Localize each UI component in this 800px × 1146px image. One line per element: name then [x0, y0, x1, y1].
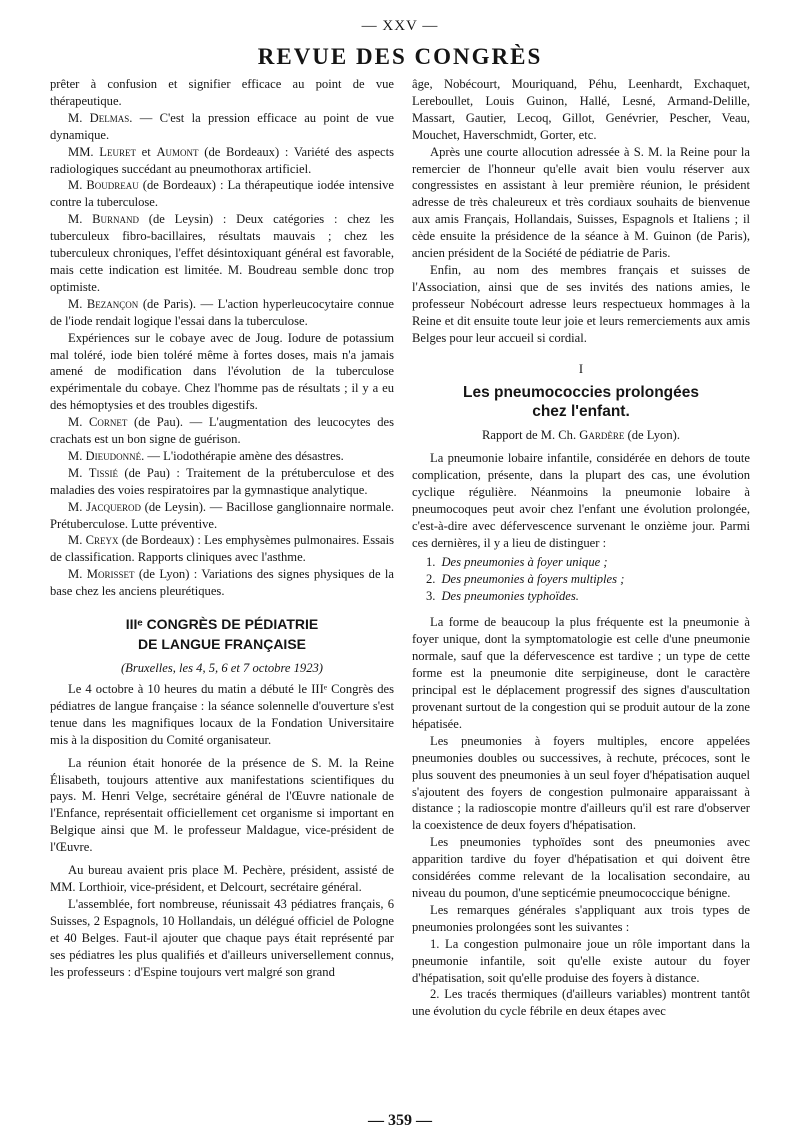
author-name: Jacquerod: [86, 499, 141, 514]
pneumonia-types-list: [426, 554, 750, 605]
paragraph: MM. Leuret et Aumont (de Bordeaux) : Variété des aspects radiologiques succédant au pneumothorax artificiel.: [50, 144, 395, 176]
paragraph: M. Delmas. — C'est la pression efficace au point de vue dynamique.: [50, 110, 394, 142]
paragraph: M. Jacquerod (de Leysin). — Bacillose ganglionnaire normale. Prétuberculose. Lutte préventive.: [50, 499, 394, 531]
page-number: — 359 —: [368, 1112, 432, 1129]
paragraph: M. Tissié (de Pau) : Traitement de la prétuberculose et des maladies des voies respiratoires par la gymnastique analytique.: [50, 465, 394, 497]
author-name: Cornet: [89, 415, 128, 430]
paragraph: âge, Nobécourt, Mouriquand, Péhu, Leenhardt, Exchaquet, Lereboullet, Louis Guinon, Hallé, Lesné, Armand-Delille, Massart, Gautier, Lecoq, Gillot, Genévrier, Pescher, Veau, Mouchet, Haverschmidt, Gorter, etc.: [412, 77, 750, 142]
page-roman-numeral: — XXV —: [361, 18, 439, 34]
paragraph: Expériences sur le cobaye avec de Joug. Iodure de potassium mal toléré, iode bien toléré même à fortes doses, mais n'a jamais amené de modification dans l'évolution de la tuberculose expérimentale du cobaye. Chez l'homme pas de résultats ; il y a eu des hémoptysies et des troubles digestifs.: [50, 330, 394, 413]
article-title: Les pneumococcies prolongées chez l'enfant.: [462, 384, 699, 421]
paragraph: M. Burnand (de Leysin) : Deux catégories : chez les tuberculeux fibro-bacillaires, résultats mauvais ; chez les tuberculeux chroniques, l'effet désintoxiquant général est favorable, mais cette indication est limitée. M. Boudreau semble donc trop optimiste.: [50, 212, 395, 294]
paragraph: Au bureau avaient pris place M. Pechère, président, assisté de MM. Lorthioir, vice-président, et Delcourt, secrétaire général.: [50, 863, 394, 894]
paragraph: M. Morisset (de Lyon) : Variations des signes physiques de la base chez les anciens pleurétiques.: [50, 567, 395, 599]
right-column: [412, 76, 750, 1020]
paragraph: Après une courte allocution adressée à S. M. la Reine pour la remercier de l'honneur qu'elle avait bien voulu réserver aux congressistes en assistant à leur première réunion, le président adresse de très chaleureux et très cordiaux souhaits de bienvenue aux amis Français, Hollandais, Suisses, Espagnols et Italiens ; il cède ensuite la présidence de la séance à M. Guinon (de Paris), ancien président de la Société de pédiatrie de Paris.: [412, 144, 750, 261]
paragraph: M. Creyx (de Bordeaux) : Les emphysèmes pulmonaires. Essais de classification. Rapports cliniques avec l'asthme.: [50, 533, 394, 565]
author-name: Delmas: [89, 110, 130, 125]
list-item: 1. Des pneumonies à foyer unique ;: [426, 554, 608, 569]
paragraph: M. Dieudonné. — L'iodothérapie amène des désastres.: [68, 448, 344, 463]
paragraph: La pneumonie lobaire infantile, considérée en dehors de toute complication, présente, dans la plupart des cas, une évolution cyclique régulière. Néanmoins la pneumonie lobaire à pneumocoques peut avoir chez l'enfant une évolution prolongée, c'est-à-dire avec défervescence survenant le onzième jour. Parmi ces dernières, il y a lieu de distinguer :: [412, 451, 750, 550]
author-name: Boudreau: [86, 178, 139, 193]
paragraph: M. Boudreau (de Bordeaux) : La thérapeutique iodée intensive contre la tuberculose.: [50, 178, 394, 210]
section-heading: IIIᵉ CONGRÈS DE PÉDIATRIE DE LANGUE FRANÇAISE: [125, 616, 319, 653]
list-item: 2. Des pneumonies à foyers multiples ;: [426, 571, 625, 586]
paragraph: 2. Les tracés thermiques (d'ailleurs variables) montrent tantôt une évolution du cycle fébrile en deux étapes avec: [412, 987, 750, 1019]
left-column: [50, 76, 394, 980]
author-name: Tissié: [88, 465, 118, 480]
author-name: Morisset: [86, 567, 135, 582]
report-author-line: Rapport de M. Ch. Gardère (de Lyon).: [482, 428, 680, 443]
paragraph: L'assemblée, fort nombreuse, réunissait 43 pédiatres français, 6 Suisses, 2 Espagnols, 10 Hollandais, un délégué officiel de Pologne et 40 Belges. Faut-il ajouter que chaque pays était représenté par ses pédiatres les plus qualifiés et d'ailleurs universellement connus, les professeurs : d'Espine toujours vert malgré son grand: [50, 896, 394, 979]
paragraph: prêter à confusion et signifier efficace au point de vue thérapeutique.: [50, 77, 394, 108]
author-name: Creyx: [85, 533, 119, 548]
journal-title: REVUE DES CONGRÈS: [257, 44, 543, 69]
paragraph: La forme de beaucoup la plus fréquente est la pneumonie à foyer unique, dont la symptomatologie est celle d'une pneumonie normale, sauf que la défervescence est tardive ; un type de cette forme est la pneumonie dite serpigineuse, dont le caractère principal est le déplacement progressif des signes d'auscultation provenant surtout de la congestion qui se produit autour de la zone hépatisée.: [412, 615, 750, 731]
paragraph: Les pneumonies à foyers multiples, encore appelées pneumonies doubles ou successives, à rechute, précoces, sont le plus souvent des pneumonies à un seul foyer d'hépatisation auquel s'ajoutent des foyers de congestion pulmonaire apparaissant à distance ; la radioscopie montre d'ailleurs qu'il est rare d'observer la coexistence de deux foyers d'hépatisation.: [412, 733, 750, 833]
paragraph: M. Bezançon (de Paris). — L'action hyperleucocytaire connue de l'iode rendait logique l'essai dans la tuberculose.: [50, 296, 394, 328]
author-name: Bezançon: [86, 296, 139, 311]
author-name: Leuret: [99, 144, 136, 159]
author-name: Aumont: [156, 144, 199, 159]
chapter-numeral: I: [578, 361, 584, 376]
paragraph: Les remarques générales s'appliquant aux trois types de pneumonies prolongées sont les suivantes :: [412, 902, 750, 934]
paragraph: 1. La congestion pulmonaire joue un rôle important dans la pneumonie infantile, soit qu'elle existe autour du foyer d'hépatisation, soit qu'elle produise des foyers à distance.: [412, 936, 750, 985]
paragraph: M. Cornet (de Pau). — L'augmentation des leucocytes des crachats est un bon signe de guérison.: [50, 415, 394, 447]
author-name: Burnand: [92, 212, 140, 227]
section-dates: (Bruxelles, les 4, 5, 6 et 7 octobre 1923): [120, 661, 324, 676]
paragraph: Enfin, au nom des membres français et suisses de l'Association, ainsi que de ses invités des nations amies, le professeur Nobécourt adresse leurs respectueux hommages à la Reine et dit ensuite toute leur joie et leurs remerciements aux amis Belges pour leur accueil si cordial.: [412, 262, 750, 345]
paragraph: Le 4 octobre à 10 heures du matin a débuté le IIIᵉ Congrès des pédiatres de langue française : la séance solennelle d'ouverture s'est tenue dans les magnifiques locaux de la Fondation Universitaire mis à la disposition du Comité organisateur.: [50, 682, 394, 747]
list-item: 3. Des pneumonies typhoïdes.: [426, 588, 579, 603]
paragraph: La réunion était honorée de la présence de S. M. la Reine Élisabeth, toujours attentive aux manifestations scientifiques du pays. M. Henri Velge, secrétaire général de l'Œuvre nationale de l'Enfance, représentait officiellement cet organisme si important en Belgique ainsi que M. le professeur Maldague, vice-président de l'Œuvre.: [50, 755, 394, 855]
author-name: Gardère: [579, 428, 625, 443]
author-name: Dieudonné: [85, 448, 142, 463]
paragraph: Les pneumonies typhoïdes sont des pneumonies avec apparition tardive du foyer d'hépatisation et qui doivent être considérées comme relevant de la localisation secondaire, au niveau du poumon, d'une septicémie pneumococcique bénigne.: [412, 835, 750, 900]
